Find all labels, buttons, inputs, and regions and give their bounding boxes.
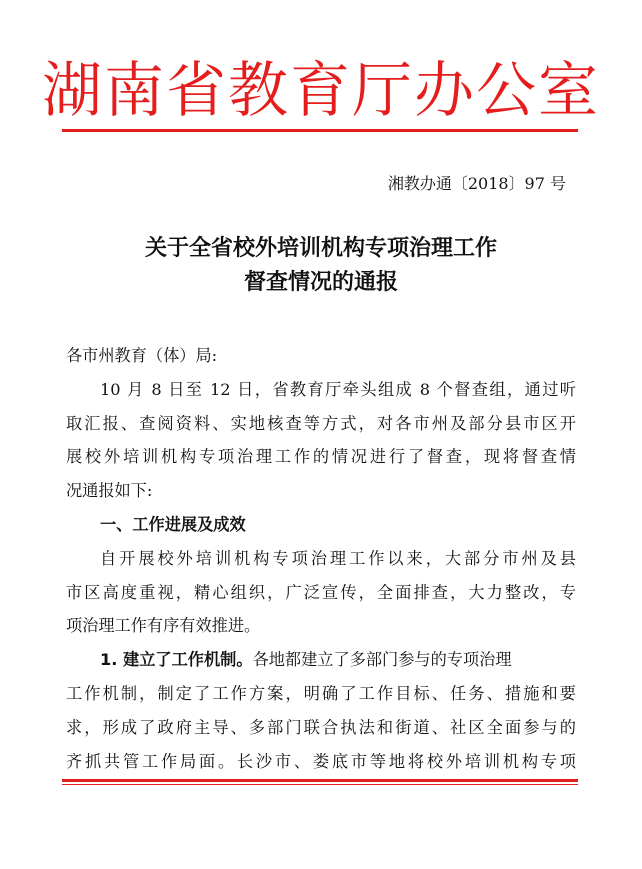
paragraph-1-line: 10 月 8 日至 12 日，省教育厅牵头组成 8 个督查组，通过听 <box>100 379 576 399</box>
paragraph-1-line: 况通报如下: <box>66 481 153 501</box>
document-title-line-2: 督查情况的通报 <box>243 270 398 295</box>
office-name-header: 湖南省教育厅办公室 <box>42 56 600 126</box>
section-1-heading: 一、工作进展及成效 <box>100 514 246 534</box>
item-1-line: 齐抓共管工作局面。长沙市、娄底市等地将校外培训机构专项 <box>66 751 576 771</box>
item-1-line: 工作机制，制定了工作方案，明确了工作目标、任务、措施和要 <box>66 683 576 703</box>
paragraph-1-line: 展校外培训机构专项治理工作的情况进行了督查，现将督查情 <box>66 447 576 467</box>
footer-red-rule-thick <box>62 779 578 782</box>
item-1-first-line-text: 各地都建立了多部门参与的专项治理 <box>252 650 512 670</box>
paragraph-2-line: 项治理工作有序有效推进。 <box>66 616 261 636</box>
item-1-line: 求，形成了政府主导、多部门联合执法和街道、社区全面参与的 <box>66 717 576 737</box>
header-red-rule <box>62 129 578 132</box>
paragraph-2-line: 市区高度重视，精心组织，广泛宣传，全面排查，大力整改，专 <box>66 582 576 602</box>
item-1-first-line <box>66 643 576 677</box>
document-title <box>0 232 642 300</box>
document-title-line-1: 关于全省校外培训机构专项治理工作 <box>144 236 497 261</box>
paragraph-2-line: 自开展校外培训机构专项治理工作以来，大部分市州及县 <box>100 548 576 568</box>
footer-red-rule-thin <box>62 784 578 785</box>
document-number: 湘教办通〔2018〕97 号 <box>387 174 566 193</box>
item-1-lead: 1. 建立了工作机制。 <box>100 650 253 670</box>
salutation: 各市州教育（体）局: <box>66 346 218 365</box>
document-body <box>66 339 576 778</box>
paragraph-1-line: 取汇报、查阅资料、实地核查等方式，对各市州及部分县市区开 <box>66 413 576 433</box>
